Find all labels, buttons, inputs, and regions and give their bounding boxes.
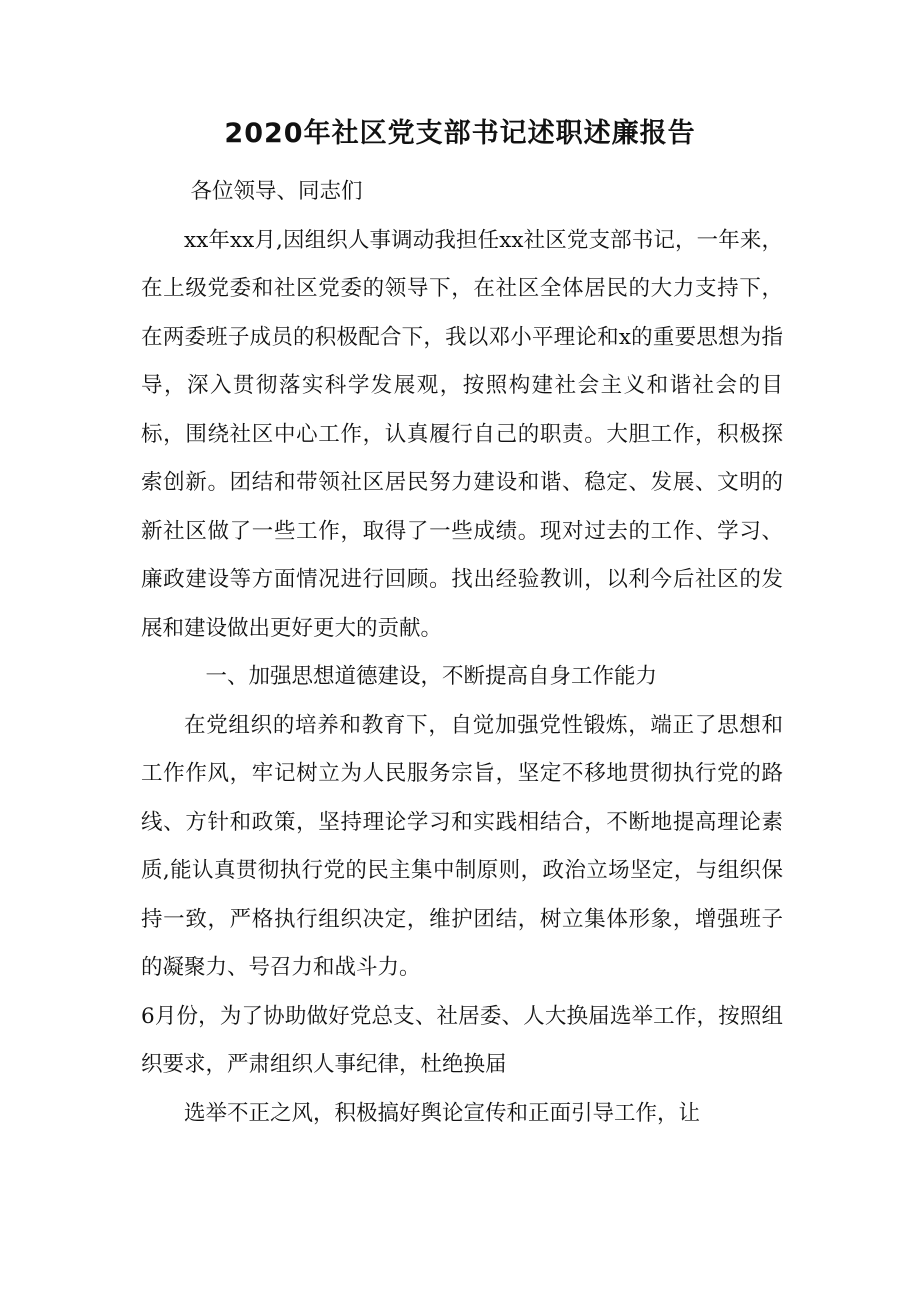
body-paragraph: 在党组织的培养和教育下，自觉加强党性锻炼，端正了思想和工作作风，牢记树立为人民服务宗旨，坚定不移地贯彻执行党的路线、方针和政策，坚持理论学习和实践相结合，不断地提高理论素质,能认真贯彻执行党的民主集中制原则，政治立场坚定，与组织保持一致，严格执行组织决定，维护团结，树立集体形象，增强班子的凝聚力、号召力和战斗力。 (141, 712, 783, 980)
document-body (141, 168, 783, 1138)
body-paragraph: 6月份，为了协助做好党总支、社居委、人大换届选举工作，按照组织要求，严肃组织人事纪律，杜绝换届 (141, 1003, 783, 1077)
document-title: 2020年社区党支部书记述职述廉报告 (224, 118, 696, 149)
greeting-paragraph: 各位领导、同志们 (190, 179, 363, 204)
intro-paragraph: xx年xx月,因组织人事调动我担任xx社区党支部书记，一年来，在上级党委和社区党委的领导下，在社区全体居民的大力支持下，在两委班子成员的积极配合下，我以邓小平理论和x的重要思想为指导，深入贯彻落实科学发展观，按照构建社会主义和谐社会的目标，围绕社区中心工作，认真履行自己的职责。大胆工作，积极探索创新。团结和带领社区居民努力建设和谐、稳定、发展、文明的新社区做了一些工作，取得了一些成绩。现对过去的工作、学习、廉政建设等方面情况进行回顾。找出经验教训，以利今后社区的发展和建设做出更好更大的贡献。 (141, 227, 783, 641)
body-paragraph: 选举不正之风，积极搞好舆论宣传和正面引导工作，让 (184, 1100, 701, 1126)
section-heading: 一、加强思想道德建设，不断提高自身工作能力 (205, 664, 658, 689)
